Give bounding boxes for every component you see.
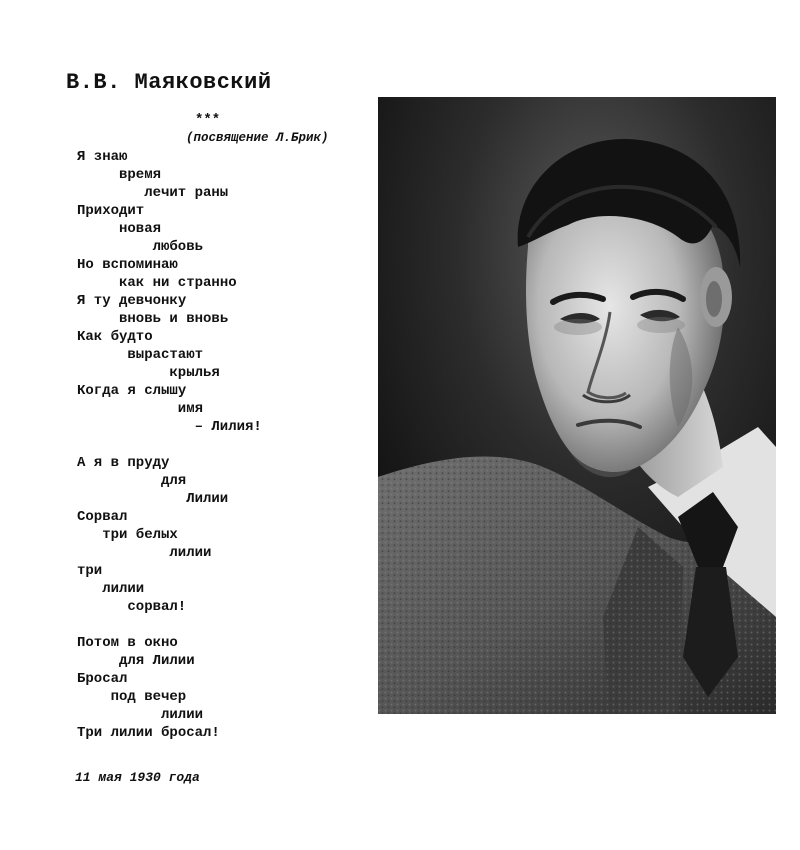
- poem-line: Как будто: [77, 329, 153, 345]
- portrait-photo: [378, 97, 776, 714]
- poem-line: лечит раны: [144, 185, 229, 201]
- poem-line: как ни странно: [119, 275, 237, 291]
- poem-stars: ***: [195, 112, 221, 128]
- poem-line: – Лилия!: [194, 419, 262, 435]
- poem-line: Но вспоминаю: [77, 257, 178, 273]
- poem-date: 11 мая 1930 года: [75, 770, 200, 785]
- poem-body: [77, 148, 262, 742]
- poem-line: для Лилии: [119, 653, 195, 669]
- poem-line: Сорвал: [77, 509, 128, 525]
- poem-line: лилии: [102, 581, 145, 597]
- poem-line: Потом в окно: [77, 635, 178, 651]
- poem-line: для: [161, 473, 187, 489]
- poem-line: лилии: [161, 707, 204, 723]
- poem-line: крылья: [169, 365, 220, 381]
- poem-line: вновь и вновь: [119, 311, 229, 327]
- poem-line: имя: [177, 401, 204, 417]
- poem-line: под вечер: [110, 689, 187, 705]
- portrait-illustration: [378, 97, 776, 714]
- poem-line: Приходит: [77, 203, 145, 219]
- stanza-break: [77, 616, 262, 634]
- poem-line: три белых: [102, 527, 178, 543]
- poem-line: Три лилии бросал!: [77, 725, 220, 741]
- poem-dedication: (посвящение Л.Брик): [186, 131, 329, 145]
- poem-line: время: [119, 167, 162, 183]
- poem-line: любовь: [152, 239, 204, 255]
- poem-line: три: [77, 563, 103, 579]
- poem-line: вырастают: [127, 347, 204, 363]
- poem-line: А я в пруду: [77, 455, 170, 471]
- poem-line: Я знаю: [77, 149, 128, 165]
- poem-line: Я ту девчонку: [77, 293, 187, 309]
- poem-line: сорвал!: [127, 599, 187, 615]
- poem-line: Лилии: [186, 491, 229, 507]
- stanza-break: [77, 436, 262, 454]
- poem-line: Бросал: [77, 671, 128, 687]
- poem-author-title: В.В. Маяковский: [66, 70, 272, 95]
- poem-line: Когда я слышу: [77, 383, 187, 399]
- poem-line: лилии: [169, 545, 212, 561]
- poem-line: новая: [119, 221, 162, 237]
